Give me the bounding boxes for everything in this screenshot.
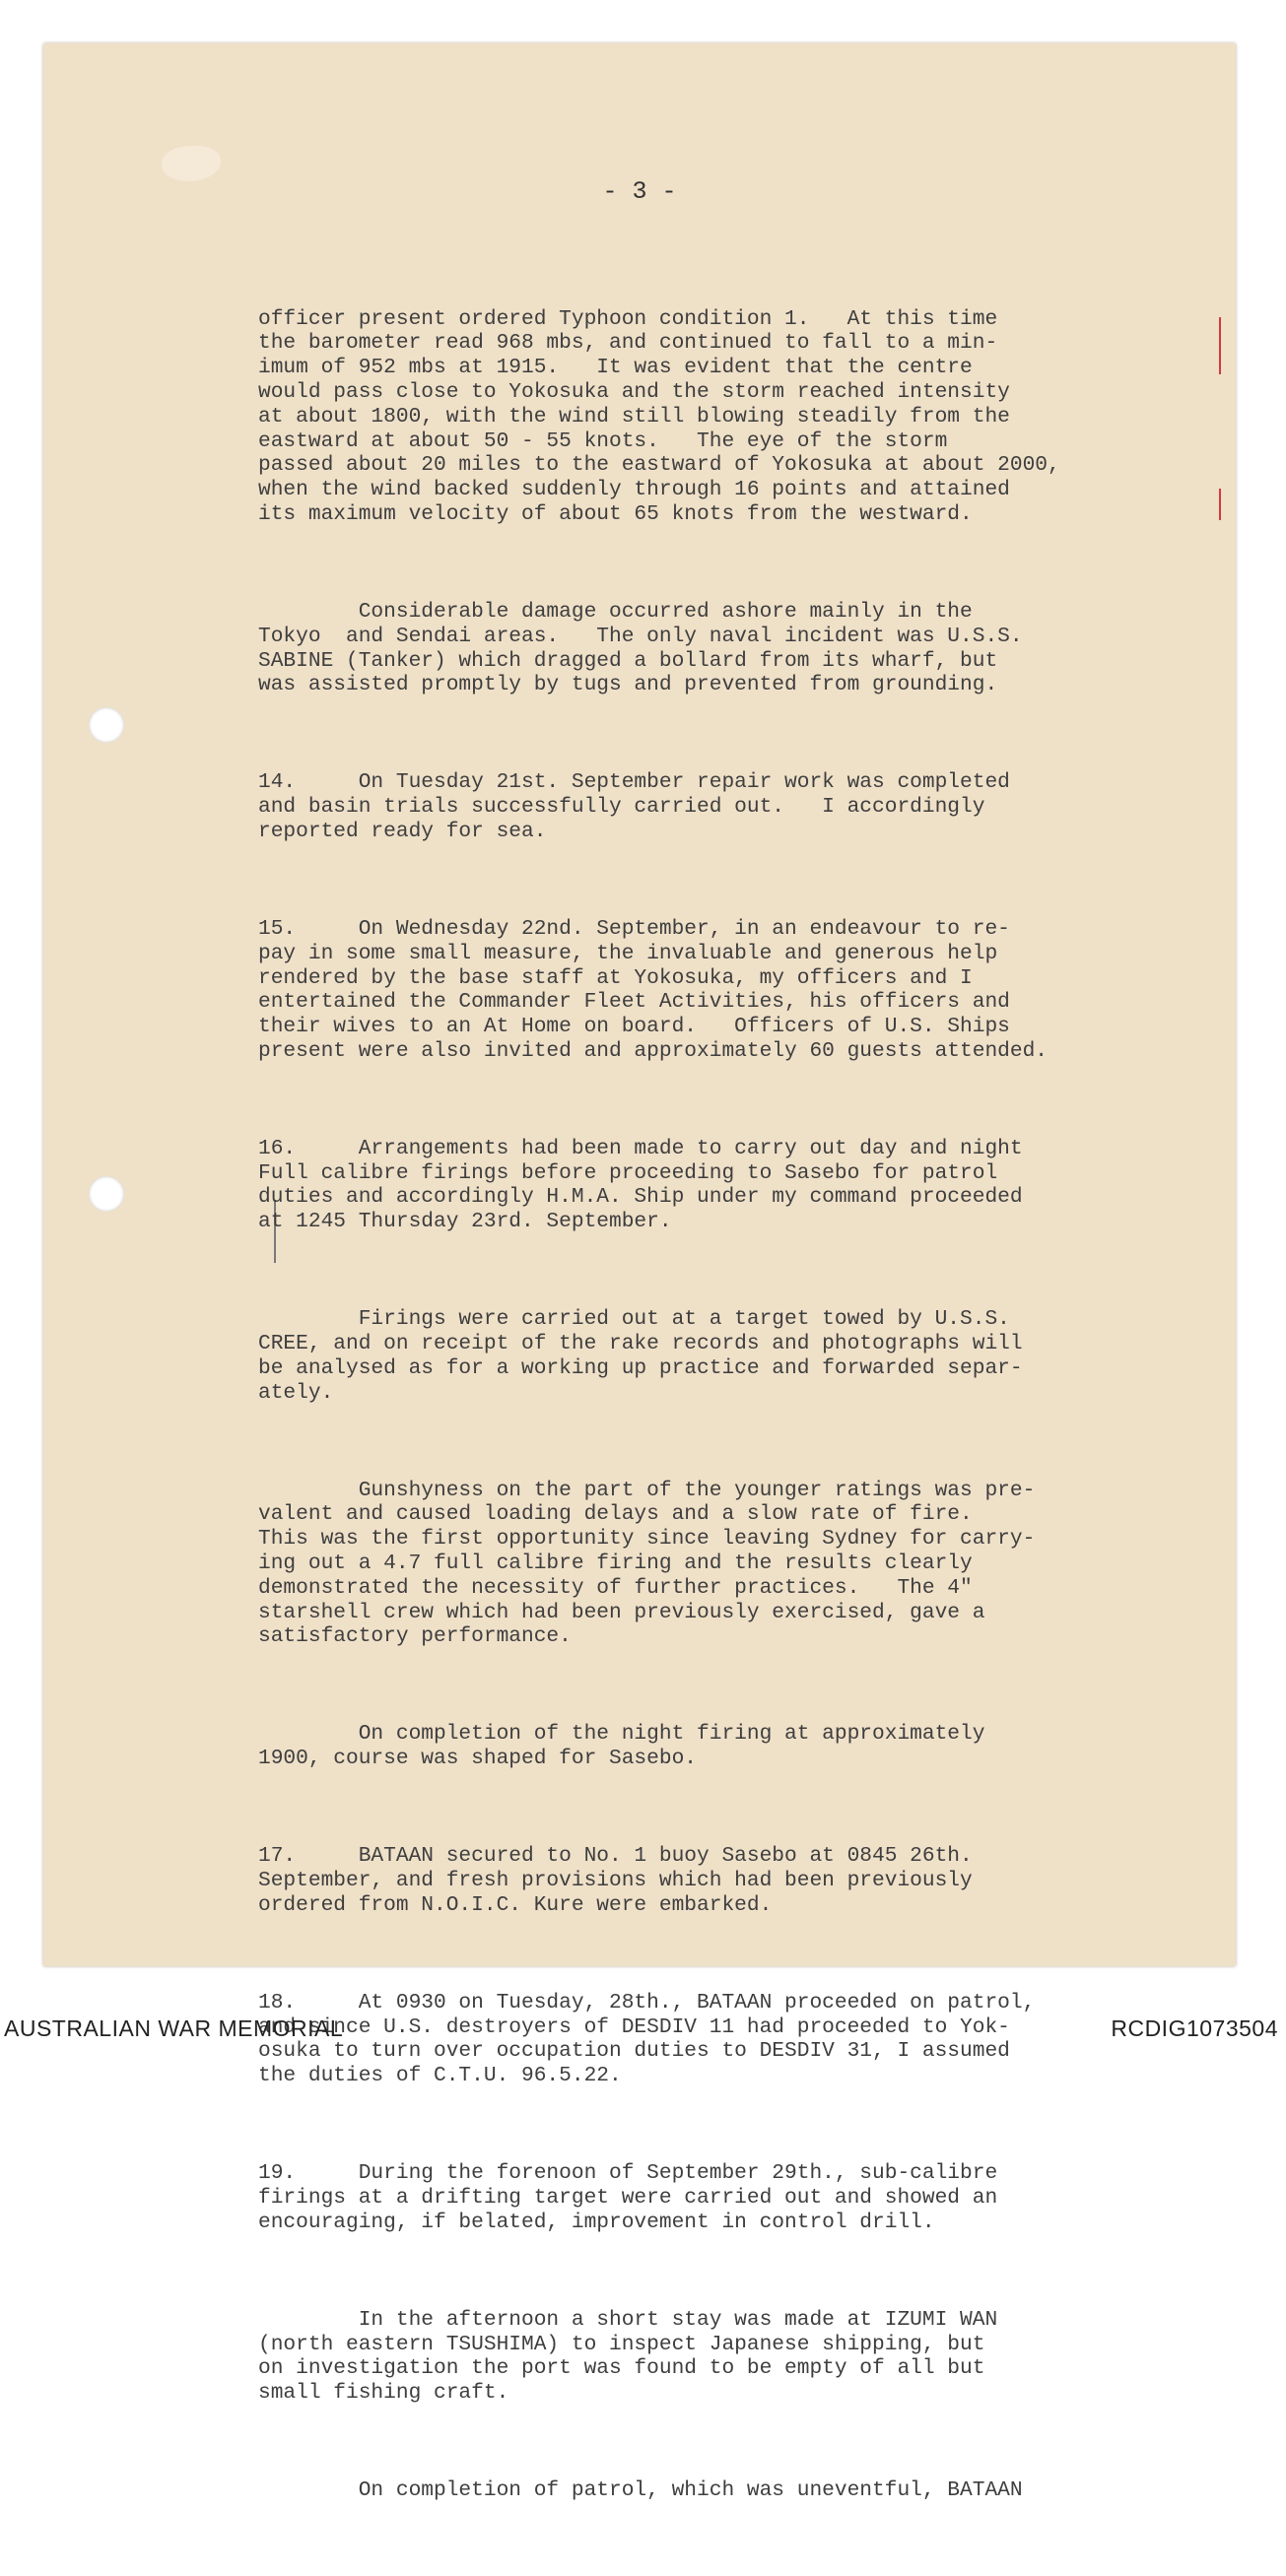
paragraph-completion-patrol: On completion of patrol, which was uneventful, BATAAN xyxy=(258,2478,1023,2503)
paragraph-19: 19. During the forenoon of September 29th., sub-calibre firings at a drifting target were carried out and showed an encouraging, if belated, improvement in control drill. xyxy=(258,2161,998,2234)
paragraph-17: 17. BATAAN secured to No. 1 buoy Sasebo at 0845 26th. September, and fresh provisions which had been previously ordered from N.O.I.C. Kure were embarked. xyxy=(258,1844,973,1917)
paragraph-15: 15. On Wednesday 22nd. September, in an endeavour to re- pay in some small measure, the invaluable and generous help rendered by the base staff at Yokosuka, my officers and I entertained the Commander Fleet Activities, his officers and their wives to an At Home on board. Officers of U.S. Ships present were also invited and approximately 60 guests attended. xyxy=(258,916,1049,1063)
paragraph-firings: Firings were carried out at a target towed by U.S.S. CREE, and on receipt of the rake records and photographs will be analysed as for a working up practice and forwarded separ- ately. xyxy=(258,1307,1023,1405)
paragraph-damage-ashore: Considerable damage occurred ashore mainly in the Tokyo and Sendai areas. The only naval incident was U.S.S. SABINE (Tanker) which dragged a bollard from its wharf, but was assisted promptly by tugs and prevented from grounding. xyxy=(258,599,1023,697)
footer-institution: AUSTRALIAN WAR MEMORIAL xyxy=(4,2015,344,2041)
footer-record-id: RCDIG1073504 xyxy=(1111,2015,1278,2041)
paragraph-typhoon-condition: officer present ordered Typhoon condition 1. At this time the barometer read 968 mbs, and continued to fall to a min- imum of 952 mbs at 1915. It was evident that the centre would pass close to Yokosuka and the storm reached intensity at about 1800, with the wind still blowing steadily from the eastward at about 50 - 55 knots. The eye of the storm passed about 20 miles to the eastward of Yokosuka at about 2000, when the wind backed suddenly through 16 points and attained its maximum velocity of about 65 knots from the westward. xyxy=(258,306,1060,526)
punch-hole-lower xyxy=(89,1176,124,1212)
red-margin-mark-lower xyxy=(1219,489,1221,520)
paragraph-16: 16. Arrangements had been made to carry out day and night Full calibre firings before proceeding to Sasebo for patrol duties and accordingly H.M.A. Ship under my command proceeded at 1245 Thursday 23rd. September. xyxy=(258,1136,1023,1234)
paragraph-night-firing: On completion of the night firing at approximately 1900, course was shaped for Sasebo. xyxy=(258,1722,985,1771)
paragraph-18: 18. At 0930 on Tuesday, 28th., BATAAN proceeded on patrol, and since U.S. destroyers of DESDIV 11 had proceeded to Yok- osuka to turn over occupation duties to DESDIV 31, I assumed the duties of C.T.U. 96.5.22. xyxy=(258,1990,1036,2088)
body-text xyxy=(258,258,1204,2576)
paragraph-14: 14. On Tuesday 21st. September repair work was completed and basin trials successfully carried out. I accordingly reported ready for sea. xyxy=(258,770,1010,843)
punch-hole-upper xyxy=(89,707,124,743)
red-margin-mark-upper xyxy=(1219,317,1221,374)
paper-tear xyxy=(162,146,221,181)
page-number: - 3 - xyxy=(602,177,677,206)
paragraph-izumi-wan: In the afternoon a short stay was made at IZUMI WAN (north eastern TSUSHIMA) to inspect Japanese shipping, but on investigation the port was found to be empty of all but small fishing craft. xyxy=(258,2307,998,2406)
paragraph-gunshyness: Gunshyness on the part of the younger ratings was pre- valent and caused loading delays and a slow rate of fire. This was the first opportunity since leaving Sydney for carry- ing out a 4.7 full calibre firing and the results clearly demonstrated the necessity of further practices. The 4" starshell crew which had been previously exercised, gave a satisfactory performance. xyxy=(258,1478,1036,1649)
